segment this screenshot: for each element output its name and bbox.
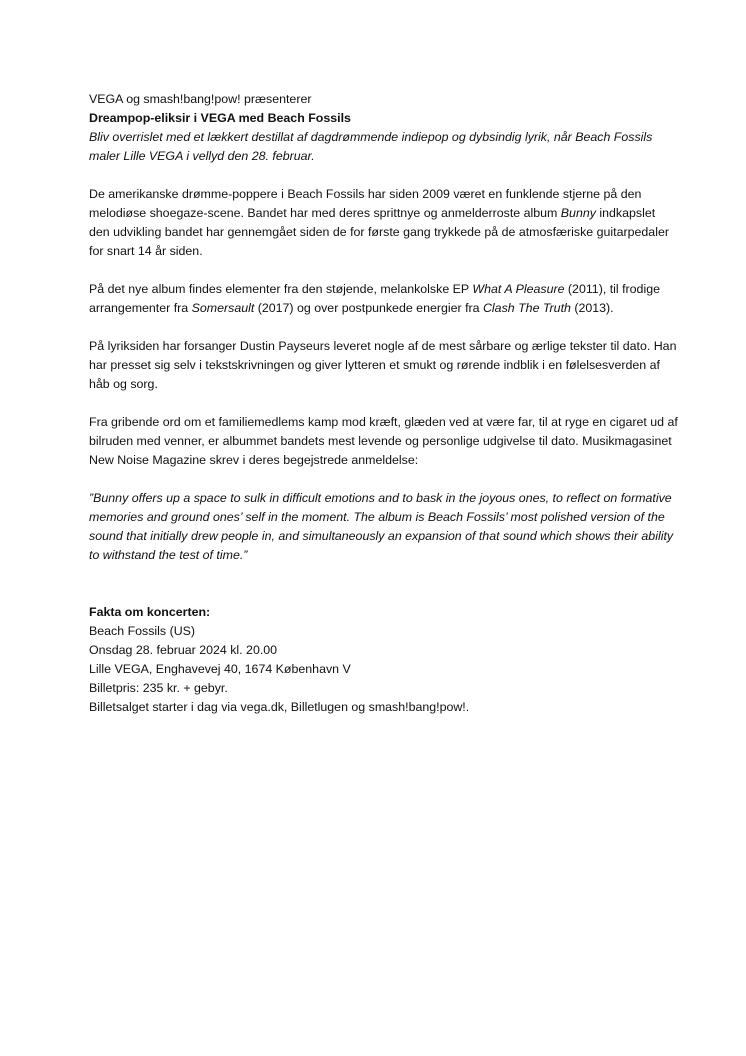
- album-title: Clash The Truth: [482, 301, 571, 315]
- fact-line: Onsdag 28. februar 2024 kl. 20.00: [89, 643, 278, 657]
- album-title: Bunny: [93, 491, 129, 505]
- body-paragraph-1: De amerikanske drømme-poppere i Beach Fossils har siden 2009 været en funklende stjerne på den melodiøse shoegaze-scene. Bandet har med deres sprittnye og anmelderroste album Bunny indkapslet den udvikling bandet har gennemgået siden de for første gang trykkede på de atmosfæriske guitarpedaler for snart 14 år siden.: [89, 187, 669, 258]
- album-title: Bunny: [560, 206, 596, 220]
- facts-heading: Fakta om koncerten:: [89, 605, 211, 619]
- body-paragraph-3: På lyriksiden har forsanger Dustin Payseurs leveret nogle af de mest sårbare og ærlige tekster til dato. Han har presset sig selv i tekstskrivningen og giver lytteren et smukt og rørende indblik i en følelsesverden af håb og sorg.: [89, 339, 677, 391]
- fact-line: Billetpris: 235 kr. + gebyr.: [89, 681, 228, 695]
- review-quote: ”Bunny offers up a space to sulk in difficult emotions and to bask in the joyous ones, to reflect on formative memories and ground ones’ self in the moment. The album is Beach Fossils’ most polished version of the sound that initially drew people in, and simultaneously an expansion of that sound which shows their ability to withstand the test of time.”: [89, 491, 674, 562]
- headline: Dreampop-eliksir i VEGA med Beach Fossils: [89, 111, 351, 125]
- body-paragraph-2: På det nye album findes elementer fra den støjende, melankolske EP What A Pleasure (2011), til frodige arrangementer fra Somersault (2017) og over postpunkede energier fra Clash The Truth (2013).: [89, 282, 660, 315]
- ep-title: What A Pleasure: [472, 282, 565, 296]
- album-title: Somersault: [191, 301, 255, 315]
- press-release: [89, 90, 679, 717]
- presenter-line: VEGA og smash!bang!pow! præsenterer: [89, 92, 312, 106]
- lead-paragraph: Bliv overrislet med et lækkert destillat af dagdrømmende indiepop og dybsindig lyrik, når Beach Fossils maler Lille VEGA i vellyd den 28. februar.: [89, 130, 653, 163]
- fact-line: Billetsalget starter i dag via vega.dk, Billetlugen og smash!bang!pow!.: [89, 700, 470, 714]
- body-paragraph-4: Fra gribende ord om et familiemedlems kamp mod kræft, glæden ved at være far, til at ryge en cigaret ud af bilruden med venner, er albummet bandets mest levende og personlige udgivelse til dato. Musikmagasinet New Noise Magazine skrev i deres begejstrede anmeldelse:: [89, 415, 678, 467]
- fact-line: Lille VEGA, Enghavevej 40, 1674 København V: [89, 662, 351, 676]
- fact-line: Beach Fossils (US): [89, 624, 196, 638]
